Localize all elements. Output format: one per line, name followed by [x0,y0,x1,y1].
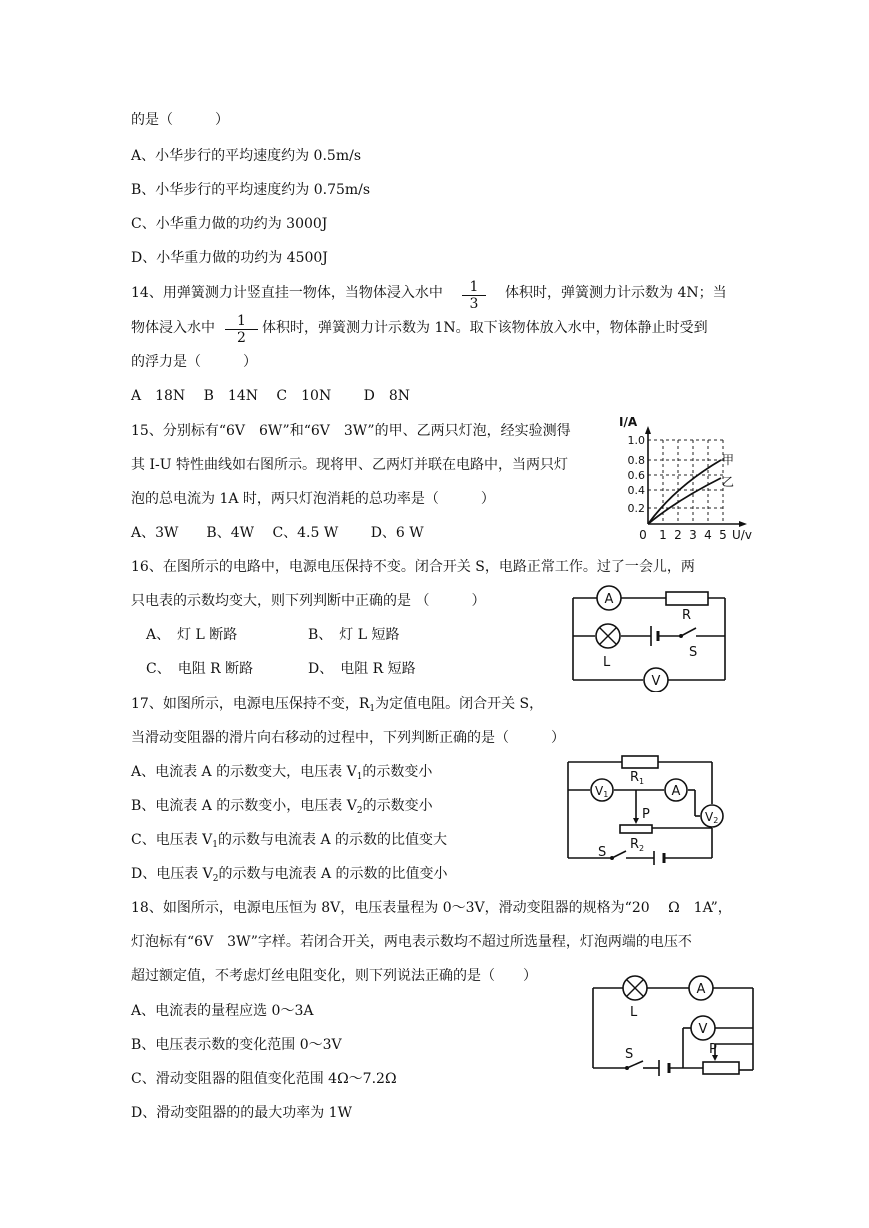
q16-circuit-diagram [565,580,735,692]
q16-option-d: D、 电阻 R 短路 [308,661,416,677]
r2-label: $R_2$ [630,837,645,853]
series-yi-label: 乙 [722,475,735,489]
q13-option-c: C、小华重力做的功约为 3000J [131,216,328,232]
lamp-label: L [630,1005,638,1020]
q15-line3: 泡的总电流为 1A 时，两只灯泡消耗的总功率是（ ） [131,491,495,507]
q17-opt-d-2: 的示数与电流表 A 的示数的比值变小 [218,866,448,882]
switch-label: S [598,845,607,860]
q17-opt-d-1: D、电压表 V [131,866,213,882]
q18-option-c: C、滑动变阻器的阻值变化范围 4Ω～7.2Ω [131,1071,397,1087]
voltmeter-label: V [698,1022,708,1037]
series-jia-label: 甲 [722,453,735,467]
chart-ylabel: I/A [619,415,638,429]
y-tick-label: 0.4 [627,484,645,497]
q14-frac1-den: 3 [469,296,479,312]
q17-option-a [131,762,432,787]
q18-line2: 灯泡标有“6V 3W”字样。若闭合开关，两电表示数均不超过所选量程，灯泡两端的电压不 [131,934,692,950]
v1-label: V1 [595,784,609,799]
q17-opt-b-sub: 2 [356,806,363,816]
x-axis-arrow [739,521,747,527]
q18-option-a: A、电流表的量程应选 0～3A [131,1003,314,1019]
slider-arrow-icon [633,818,639,824]
v2-label: V2 [705,810,719,825]
q17-opt-c-sub: 1 [212,840,219,850]
q14-line1-a: 14、用弹簧测力计竖直挂一物体，当物体浸入水中 [131,285,443,301]
q13-option-d: D、小华重力做的功约为 4500J [131,250,328,266]
x-tick-label: 2 [674,528,682,542]
y-tick-label: 0.6 [627,469,645,482]
q17-opt-b-1: B、电流表 A 的示数变小，电压表 V [131,798,357,814]
q17-opt-c-1: C、电压表 V [131,832,213,848]
y-tick-label: 0.2 [627,502,645,515]
q17-opt-c-2: 的示数与电流表 A 的示数的比值变大 [218,832,448,848]
switch-label: S [625,1047,634,1062]
q17-line1-a: 17、如图所示，电源电压保持不变，R [131,696,370,712]
q14-frac2-num: 1 [237,313,246,329]
q14-fraction-2 [225,313,258,346]
x-tick-label: 1 [659,528,667,542]
q18-option-b: B、电压表示数的变化范围 0～3V [131,1037,342,1053]
q18-line3: 超过额定值，不考虑灯丝电阻变化，则下列说法正确的是（ ） [131,968,537,984]
q17-line1-b: 为定值电阻。闭合开关 S， [375,696,544,712]
q14-options: A 18N B 14N C 10N D 8N [131,388,411,404]
q16-line2: 只电表的示数均变大，则下列判断中正确的是 （ ） [131,593,486,609]
r1-resistor-icon [622,756,658,768]
slider-label: P [642,807,650,822]
voltmeter-label: V [651,674,661,689]
q17-opt-a-1: A、电流表 A 的示数变大，电压表 V [131,764,357,780]
x-tick-label: 0 [639,528,647,542]
q14-line2-b: 体积时，弹簧测力计示数为 1N。取下该物体放入水中，物体静止时受到 [262,320,708,336]
y-axis-arrow [645,426,651,434]
q17-line1 [131,694,543,719]
q17-line2: 当滑动变阻器的滑片向右移动的过程中，下列判断正确的是（ ） [131,730,565,746]
q15-line1: 15、分别标有“6V 6W”和“6V 3W”的甲、乙两只灯泡，经实验测得 [131,423,571,439]
lamp-label: L [603,655,611,670]
resistor-label: R [682,608,692,623]
switch-label: S [689,645,698,660]
iu-chart [615,412,760,544]
q17-option-d [131,864,448,889]
chart-xlabel: U/v [732,528,752,542]
q17-opt-d-sub: 2 [212,874,219,884]
q14-frac2-den: 2 [237,330,246,346]
resistor-icon [666,592,708,605]
q13-option-b: B、小华步行的平均速度约为 0.75m/s [131,182,371,198]
q18-option-d: D、滑动变阻器的的最大功率为 1W [131,1105,352,1121]
y-tick-label: 1.0 [627,434,645,447]
q17-line1-sub: 1 [369,704,376,714]
q16-line1: 16、在图所示的电路中，电源电压保持不变。闭合开关 S，电路正常工作。过了一会儿，两 [131,559,695,575]
q15-options: A、3W B、4W C、4.5 W D、6 W [131,525,424,541]
q18-circuit-diagram [585,970,775,1085]
q14-frac1-num: 1 [469,279,479,295]
q17-circuit-diagram [560,752,730,867]
q18-line1: 18、如图所示，电源电压恒为 8V，电压表量程为 0～3V，滑动变阻器的规格为“20 Ω 1A”， [131,900,732,916]
q15-line2: 其 I-U 特性曲线如右图所示。现将甲、乙两灯并联在电路中，当两只灯 [131,457,568,473]
q14-line1-b: 体积时，弹簧测力计示数为 4N；当 [505,285,727,301]
x-tick-label: 5 [719,528,727,542]
r2-rheostat-icon [620,825,652,833]
q16-option-a: A、 灯 L 断路 [146,627,238,643]
q14-fraction-1 [462,279,486,312]
ammeter-label: A [671,784,681,799]
x-tick-label: 4 [704,528,712,542]
q17-option-c [131,830,447,855]
q13-option-a: A、小华步行的平均速度约为 0.5m/s [131,148,362,164]
q17-opt-b-2: 的示数变小 [362,798,433,814]
q13-stem-tail: 的是（ ） [131,112,229,128]
r1-label: $R_1$ [630,770,645,786]
q14-line2-a: 物体浸入水中 [131,320,215,336]
q17-opt-a-2: 的示数变小 [362,764,433,780]
x-tick-label: 3 [689,528,697,542]
q17-opt-a-sub: 1 [356,772,363,782]
ammeter-label: A [604,592,614,607]
slider-label: P [709,1042,717,1057]
y-tick-label: 0.8 [627,454,645,467]
q16-option-c: C、 电阻 R 断路 [146,661,254,677]
ammeter-label: A [696,982,706,997]
rheostat-icon [703,1062,739,1074]
q17-option-b [131,796,433,821]
q14-line3: 的浮力是（ ） [131,354,257,370]
q16-option-b: B、 灯 L 短路 [308,627,400,643]
